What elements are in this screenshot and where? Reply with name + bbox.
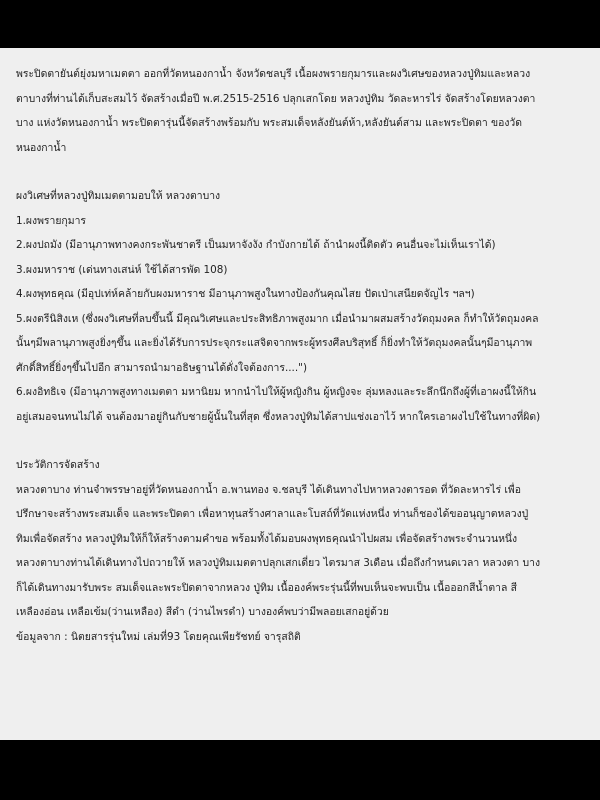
document-page bbox=[0, 48, 600, 740]
intro-line: พระปิดตายันต์ยุ่งมหาเมตตา ออกที่วัดหนองกาน้ำ จังหวัดชลบุรี เนื้อผงพรายกุมารและผงวิเศษของหลวงปู่ทิมและหลวง bbox=[16, 68, 531, 80]
powder-item-4: 4.ผงพุทธคุณ (มีอุปเท่ห์คล้ายกับผงมหาราช มีอานุภาพสูงในทางป้องกันคุณไสย ปัดเป่าเสนียดจัญไร ฯลฯ) bbox=[16, 288, 475, 300]
history-paragraph bbox=[16, 478, 586, 625]
intro-line: บาง แห่งวัดหนองกาน้ำ พระปิดตารุ่นนี้จัดสร้างพร้อมกับ พระสมเด็จหลังยันต์ห้า,หลังยันต์สาม และพระปิดตา ของวัด bbox=[16, 117, 522, 129]
intro-line: ตาบางที่ท่านได้เก็บสะสมไว้ จัดสร้างเมื่อปี พ.ศ.2515-2516 ปลุกเสกโดย หลวงปู่ทิม วัดละหารไร่ จัดสร้างโดยหลวงตา bbox=[16, 92, 536, 105]
history-line: หลวงตาบาง ท่านจำพรรษาอยู่ที่วัดหนองกาน้ำ อ.พานทอง จ.ชลบุรี ได้เดินทางไปหาหลวงตารอด ที่วัดละหารไร่ เพื่อ bbox=[16, 483, 522, 496]
powder-item-5-line: นั้นๆมีพลานุภาพสูงยิ่งๆขึ้น และยิ่งได้รับการประจุกระแสจิตจากพระผู้ทรงศีลบริสุทธิ์ ก็ยิ่งทำให้วัตถุมงคลนั้นๆมีอานุภาพ bbox=[16, 337, 533, 349]
history-line: ปรึกษาจะสร้างพระสมเด็จ และพระปิดตา เพื่อหาทุนสร้างศาลาและโบสถ์ที่วัดแห่งหนึ่ง ท่านก็ชองได้ขออนุญาตหลวงปู่ bbox=[16, 508, 529, 520]
powder-item-6-line: อยู่เสมอจนทนไม่ได้ จนต้องมาอยู่กินกับชายผู้นั้นในที่สุด ซึ่งหลวงปู่ทิมได้สาปแช่งเอาไว้ หากใครเอาผงไปใช้ในทางที่ผิด) bbox=[16, 410, 541, 423]
source-credit: ข้อมูลจาก : นิตยสารรุ่นใหม่ เล่มที่93 โดยคุณเพียรัชทย์ จารุสถิติ bbox=[16, 630, 301, 643]
spacer bbox=[16, 429, 586, 453]
spacer bbox=[16, 160, 586, 184]
history-line: ก็ได้เดินทางมารับพระ สมเด็จและพระปิดตาจากหลวง ปู่ทิม เนื้อองค์พระรุ่นนี้ที่พบเห็นจะพบเป็น เนื้อออกสีน้ำตาล สี bbox=[16, 581, 517, 594]
intro-paragraph bbox=[16, 62, 586, 160]
powders-heading: ผงวิเศษที่หลวงปู่ทิมเมตตามอบให้ หลวงตาบาง bbox=[16, 190, 221, 202]
powder-item-2: 2.ผงปถมัง (มีอานุภาพทางคงกระพันชาตรี เป็นมหาจังงัง กำบังกายได้ ถ้านำผงนี้ติดตัว คนอื่นจะไม่เห็นเราได้) bbox=[16, 239, 496, 251]
powder-item-5-line: ศักดิ์สิทธิ์ยิ่งๆขึ้นไปอีก สามารถนำมาอธิษฐานได้ดั่งใจต้องการ....") bbox=[16, 361, 307, 374]
powder-item-6-line: 6.ผงอิทธิเจ (มีอานุภาพสูงทางเมตตา มหานิยม หากนำไปให้ผู้หญิงกิน ผู้หญิงจะ ลุ่มหลงและระลึกนึกถึงผู้ที่เอาผงนี้ให้กิน bbox=[16, 386, 537, 398]
powder-item-5 bbox=[16, 307, 586, 381]
powder-item-6 bbox=[16, 380, 586, 429]
intro-line: หนองกาน้ำ bbox=[16, 141, 67, 154]
powder-item-3: 3.ผงมหาราช (เด่นทางเสน่ห์ ใช้ได้สารพัด 108) bbox=[16, 263, 228, 276]
history-line: ทิมเพื่อจัดสร้าง หลวงปู่ทิมให้ก็ให้สร้างตามคำขอ พร้อมทั้งได้มอบผงพุทธคุณนำไปผสม เพื่อจัดสร้างพระจำนวนหนึ่ง bbox=[16, 532, 518, 545]
powder-item-1: 1.ผงพรายกุมาร bbox=[16, 214, 86, 227]
history-line: หลวงตาบางท่านได้เดินทางไปถวายให้ หลวงปู่ทิมเมตตาปลุกเสกเดี่ยว ไตรมาส 3เดือน เมื่อถึงกำหนดเวลา หลวงตา บาง bbox=[16, 557, 541, 569]
powder-item-5-line: 5.ผงตรีนิสิงเห (ซึ่งผงวิเศษที่ลบขึ้นนี้ มีคุณวิเศษและประสิทธิภาพสูงมาก เมื่อนำมาผสมสร้างวัตถุมงคล ก็ทำให้วัตถุมงคล bbox=[16, 312, 539, 325]
history-heading: ประวัติการจัดสร้าง bbox=[16, 459, 100, 471]
history-line: เหลืองอ่อน เหลือเข้ม(ว่านเหลือง) สีดำ (ว่านไพรดำ) บางองค์พบว่ามีพลอยเสกอยู่ด้วย bbox=[16, 606, 389, 618]
powders-list bbox=[16, 209, 586, 430]
